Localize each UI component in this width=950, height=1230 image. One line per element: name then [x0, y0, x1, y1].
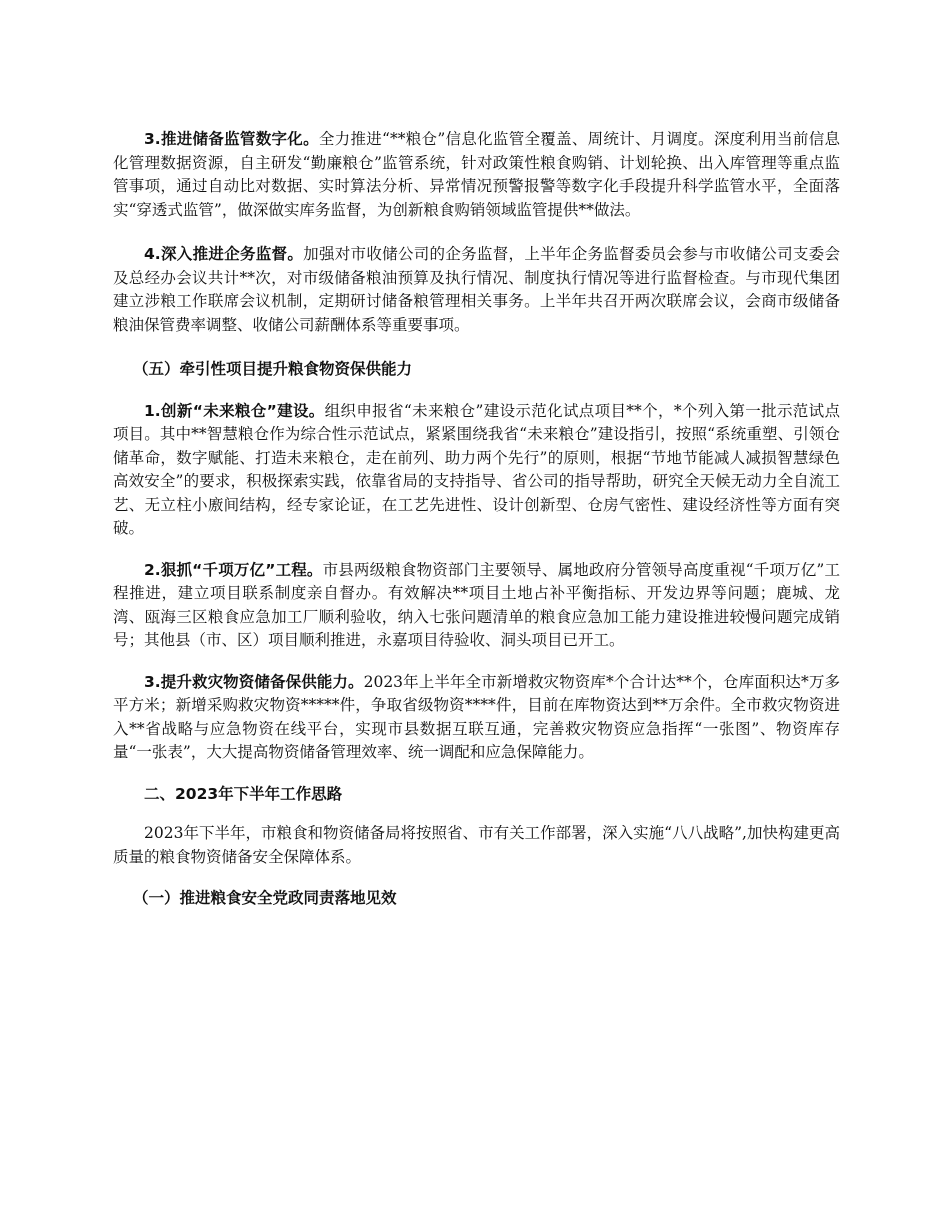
part-heading-2: 二、2023年下半年工作思路 — [144, 784, 343, 803]
paragraph-lead: 4.深入推进企务监督。 — [144, 245, 304, 263]
paragraph-body: 加强对市收储公司的企务监督，上半年企务监督委员会参与市收储公司支委会及总经办会议共计**次，对市级储备粮油预算及执行情况、制度执行情况等进行监督检查。与市现代集团建立涉粮工作联席会议机制，定期研讨储备粮管理相关事务。上半年共召开两次联席会议，会商市级储备粮油保管费率调整、收储公司薪酬体系等重要事项。 — [113, 245, 840, 334]
paragraph-digital-supervision — [113, 128, 840, 222]
paragraph-second-half-plan: 2023年下半年，市粮食和物资储备局将按照省、市有关工作部署，深入实施“八八战略”,加快构建更高质量的粮食物资储备安全保障体系。 — [113, 824, 840, 866]
paragraph-thousand-projects — [113, 559, 840, 653]
paragraph-body: 全力推进“**粮仓”信息化监管全覆盖、周统计、月调度。深度利用当前信息化管理数据资源，自主研发“勤廉粮仓”监管系统，针对政策性粮食购销、计划轮换、出入库管理等重点监管事项，通过自动比对数据、实时算法分析、异常情况预警报警等数字化手段提升科学监管水平，全面落实“穿透式监管”，做深做实库务监督，为创新粮食购销领域监管提供**做法。 — [113, 130, 840, 219]
paragraph-lead: 3.推进储备监管数字化。 — [144, 130, 319, 148]
paragraph-future-granary — [113, 400, 840, 541]
section-heading-5: （五）牵引性项目提升粮食物资保供能力 — [133, 360, 413, 378]
paragraph-body: 2023年上半年全市新增救灾物资库*个合计达**个，仓库面积达*万多平方米；新增采购救灾物资*****件，争取省级物资****件，目前在库物资达到**万余件。全市救灾物资进入**省战略与应急物资在线平台，实现市县数据互联互通，完善救灾物资应急指挥“一张图”、物资库存量“一张表”，大大提高物资储备管理效率、统一调配和应急保障能力。 — [113, 672, 840, 761]
paragraph-lead: 3.提升救灾物资储备保供能力。 — [144, 672, 364, 691]
paragraph-enterprise-supervision — [113, 243, 840, 337]
paragraph-disaster-relief — [113, 671, 840, 765]
paragraph-body: 市县两级粮食物资部门主要领导、属地政府分管领导高度重视“千项万亿”工程推进，建立项目联系制度亲自督办。有效解决**项目土地占补平衡指标、开发边界等问题；鹿城、龙湾、瓯海三区粮食应急加工厂顺利验收，纳入七张问题清单的粮食应急加工能力建设推进较慢问题完成销号；其他县（市、区）项目顺利推进，永嘉项目待验收、洞头项目已开工。 — [113, 560, 840, 649]
paragraph-lead: 1.创新“未来粮仓”建设。 — [144, 401, 325, 420]
paragraph-body: 组织申报省“未来粮仓”建设示范化试点项目**个，*个列入第一批示范试点项目。其中**智慧粮仓作为综合性示范试点，紧紧围绕我省“未来粮仓”建设指引，按照“系统重塑、引领仓储革命，数字赋能、打造未来粮仓，走在前列、助力两个先行”的原则，根据“节地节能减人减损智慧绿色高效安全”的要求，积极探索实践，依靠省局的支持指导、省公司的指导帮助，研究全天候无动力全自流工艺、无立柱小廒间结构，经专家论证，在工艺先进性、设计创新型、仓房气密性、建设经济性等方面有突破。 — [113, 401, 840, 537]
paragraph-lead: 2.狠抓“千项万亿”工程。 — [144, 560, 323, 579]
section-heading-1: （一）推进粮食安全党政同责落地见效 — [133, 889, 397, 907]
document-page — [113, 128, 840, 911]
